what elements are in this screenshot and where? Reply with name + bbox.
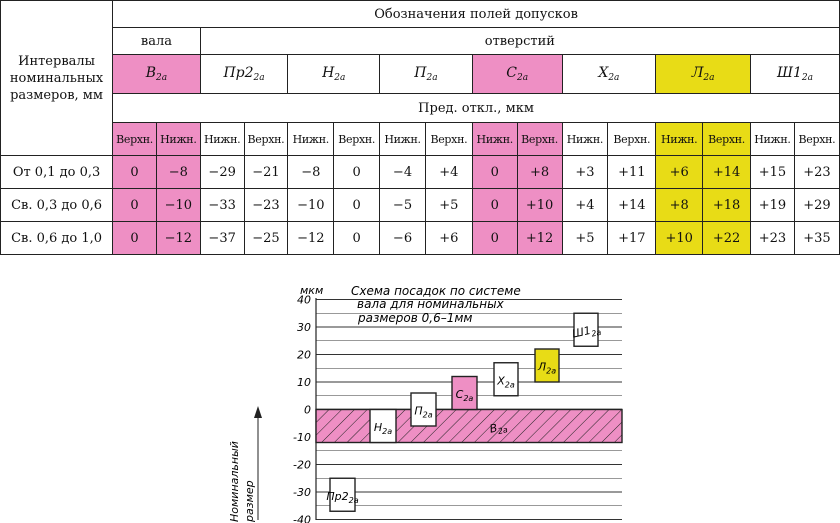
field-sub: 2а [334,73,346,83]
nominal-label-2: размер [243,480,256,522]
deviation-value: −29 [200,156,244,189]
deviation-value: +5 [425,189,472,222]
field-base: Ш1 [777,65,802,81]
y-tick-label: -40 [293,513,311,523]
diagram-title-line3: размеров 0,6–1мм [358,311,473,325]
fit-box-sub: 2а [422,410,433,420]
field-base: Л [691,65,704,81]
deviation-value: −37 [200,222,244,255]
interval-label: Св. 0,6 до 1,0 [1,222,113,255]
fit-box-base: Л [537,360,547,374]
deviation-label: Нижн. [751,123,795,156]
deviation-value: −4 [380,156,426,189]
field-base: С [506,65,517,81]
deviation-label: Нижн. [380,123,426,156]
field-sub: 2а [703,73,715,83]
fit-box-base: Х [497,374,505,388]
deviation-value: −25 [244,222,288,255]
field-base: П [414,65,427,81]
hole-header: отверстий [200,28,839,55]
deviation-value: +3 [562,156,608,189]
deviation-value: +8 [517,156,562,189]
deviation-label: Верхн. [517,123,562,156]
y-tick-label: -30 [293,486,311,499]
deviation-value: +8 [656,189,703,222]
deviation-value: −12 [156,222,200,255]
field-name [656,55,751,94]
fit-box-sub: 2а [463,394,474,403]
y-tick-label: 30 [297,321,311,334]
deviation-value: +10 [656,222,703,255]
deviation-value: +17 [608,222,656,255]
deviation-value: 0 [113,189,157,222]
field-name [751,55,840,94]
deviation-value: +19 [751,189,795,222]
field-name [380,55,473,94]
deviation-value: −10 [156,189,200,222]
y-ticks [293,294,311,523]
field-base: Пр2 [223,65,254,81]
deviation-value: −5 [380,189,426,222]
deviation-value: +4 [562,189,608,222]
fields-header: Обозначения полей допусков [113,1,840,28]
deviation-value: 0 [334,222,380,255]
fit-scheme-diagram [0,268,840,523]
y-tick-label: 20 [297,348,311,362]
diagram-title-line1: Схема посадок по системе [351,284,521,298]
deviation-value: 0 [472,189,517,222]
unit-label: мкм [300,284,324,297]
fit-box-base: Ш1 [570,323,592,341]
deviation-value: −8 [288,156,334,189]
field-base: Н [322,65,335,81]
fit-box-base: С [455,388,464,401]
deviation-value: −21 [244,156,288,189]
deviation-value: +23 [751,222,795,255]
deviation-value: +11 [608,156,656,189]
fit-box-base: Н [373,421,383,434]
deviation-value: +14 [703,156,751,189]
fit-box-base: П [414,404,423,418]
field-sub: 2а [253,73,265,83]
field-name [472,55,562,94]
table-row [1,222,840,255]
fit-box-sub: 2а [546,366,557,376]
field-sub: 2а [608,73,620,83]
fit-box-base: В [488,421,499,436]
deviation-label: Верхн. [334,123,380,156]
deviation-value: 0 [334,156,380,189]
deviation-value: −6 [380,222,426,255]
deviation-value: +18 [703,189,751,222]
deviation-value: −12 [288,222,334,255]
diagram-title-line2: вала для номинальных [357,297,504,311]
tolerance-table [0,0,840,255]
field-sub: 2а [801,73,813,83]
y-tick-label: -20 [293,458,311,472]
arrow-icon [254,406,262,418]
deviation-value: −33 [200,189,244,222]
deviation-label: Верхн. [244,123,288,156]
intervals-header: Интервалы номинальных размеров, мм [1,1,113,156]
deviation-label: Верхн. [794,123,839,156]
y-tick-label: 0 [304,403,311,417]
deviation-label: Верхн. [113,123,157,156]
deviation-value: +35 [794,222,839,255]
deviation-label: Верхн. [608,123,656,156]
deviation-value: −23 [244,189,288,222]
deviation-value: −8 [156,156,200,189]
y-tick-label: 40 [297,293,311,307]
field-base: В [145,65,157,81]
deviation-label: Нижн. [472,123,517,156]
interval-label: От 0,1 до 0,3 [1,156,113,189]
deviation-value: +14 [608,189,656,222]
fit-boxes [316,313,622,511]
deviation-label: Верхн. [425,123,472,156]
deviation-value: +23 [794,156,839,189]
fit-box-sub: 2а [348,495,359,505]
table-row [1,156,840,189]
deviations-header: Пред. откл., мкм [113,94,840,123]
fit-box-sub: 2а [590,327,603,339]
deviation-value: +10 [517,189,562,222]
fit-box-sub: 2а [504,380,515,390]
deviation-value: +22 [703,222,751,255]
dev-labels-row [1,123,840,156]
deviation-value: −10 [288,189,334,222]
deviation-value: +4 [425,156,472,189]
deviation-value: 0 [113,156,157,189]
deviation-label: Нижн. [562,123,608,156]
deviation-value: 0 [472,156,517,189]
fit-box-base: Пр2 [326,489,349,503]
y-tick-label: -10 [293,431,311,444]
field-name [288,55,380,94]
field-sub: 2а [156,73,168,83]
field-name [113,55,201,94]
field-sub: 2а [426,73,438,83]
deviation-value: +5 [562,222,608,255]
deviation-label: Верхн. [703,123,751,156]
deviation-label: Нижн. [200,123,244,156]
deviation-label: Нижн. [156,123,200,156]
deviation-label: Нижн. [656,123,703,156]
deviation-value: 0 [472,222,517,255]
shaft-header: вала [113,28,201,55]
table-row [1,189,840,222]
deviation-value: 0 [113,222,157,255]
interval-label: Св. 0,3 до 0,6 [1,189,113,222]
field-sub: 2а [516,73,529,83]
deviation-value: +6 [425,222,472,255]
deviation-value: +15 [751,156,795,189]
field-names-row [1,55,840,94]
deviation-value: +12 [517,222,562,255]
nominal-label-1: Номинальный [228,441,241,522]
fit-box-sub: 2а [497,425,509,437]
deviation-value: +29 [794,189,839,222]
field-base: Х [598,65,609,81]
fit-box [316,410,622,443]
deviation-label: Нижн. [288,123,334,156]
y-tick-label: 10 [297,376,311,389]
fit-box-sub: 2а [382,427,393,436]
deviation-value: 0 [334,189,380,222]
field-name [200,55,288,94]
field-name [562,55,656,94]
deviation-value: +6 [656,156,703,189]
